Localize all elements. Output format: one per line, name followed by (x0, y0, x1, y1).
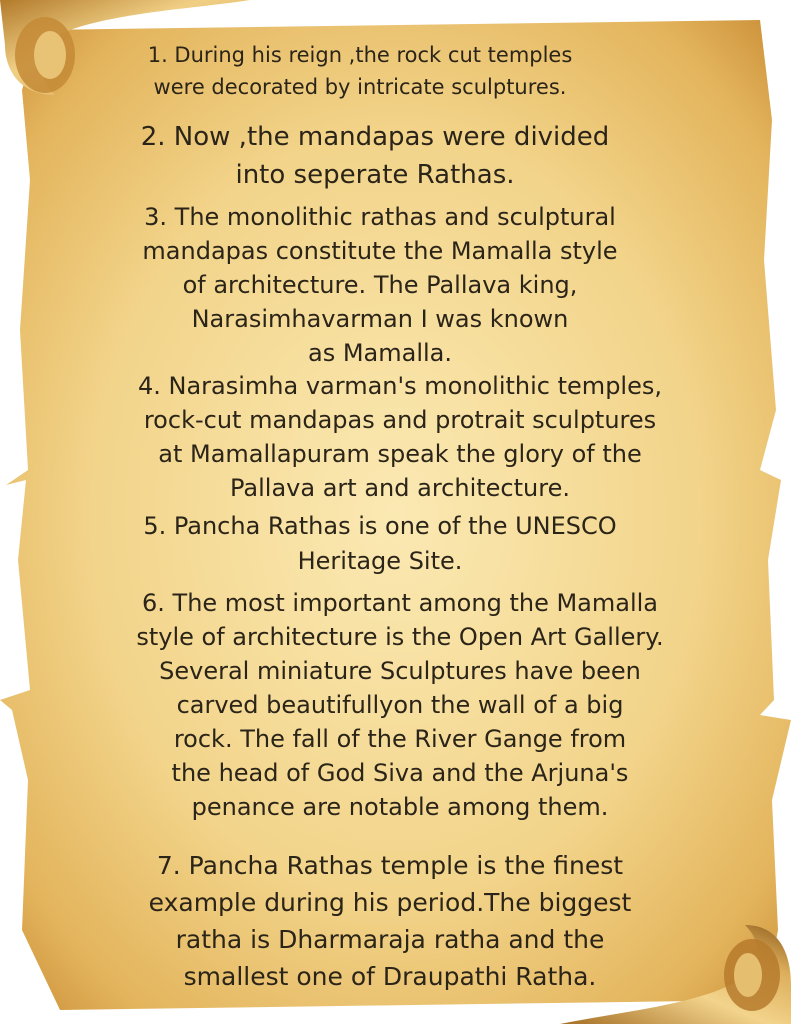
paragraph-6: 6. The most important among the Mamalla style of architecture is the Open Art Gallery. Several miniature Sculptures have been carved beautifullyon the wall of a big rock. The fall of the River Gange from the head of God Siva and the Arjuna's penance are notable among them. (136, 589, 664, 821)
paragraph-1: 1. During his reign ,the rock cut temples were decorated by intricate sculptures. (147, 43, 573, 99)
paragraph-7: 7. Pancha Rathas temple is the finest example during his period.The biggest ratha is Dharmaraja ratha and the smallest one of Draupathi Ratha. (148, 851, 632, 991)
paragraph-4: 4. Narasimha varman's monolithic temples, rock-cut mandapas and protrait sculptures at Mamallapuram speak the glory of the Pallava art and architecture. (137, 372, 662, 502)
paragraph-2: 2. Now ,the mandapas were divided into seperate Rathas. (140, 122, 610, 190)
paragraph-5: 5. Pancha Rathas is one of the UNESCO Heritage Site. (143, 512, 617, 575)
paragraph-3: 3. The monolithic rathas and sculptural mandapas constitute the Mamalla style of architecture. The Pallava king, Narasimhavarman I was known as Mamalla. (142, 203, 618, 367)
